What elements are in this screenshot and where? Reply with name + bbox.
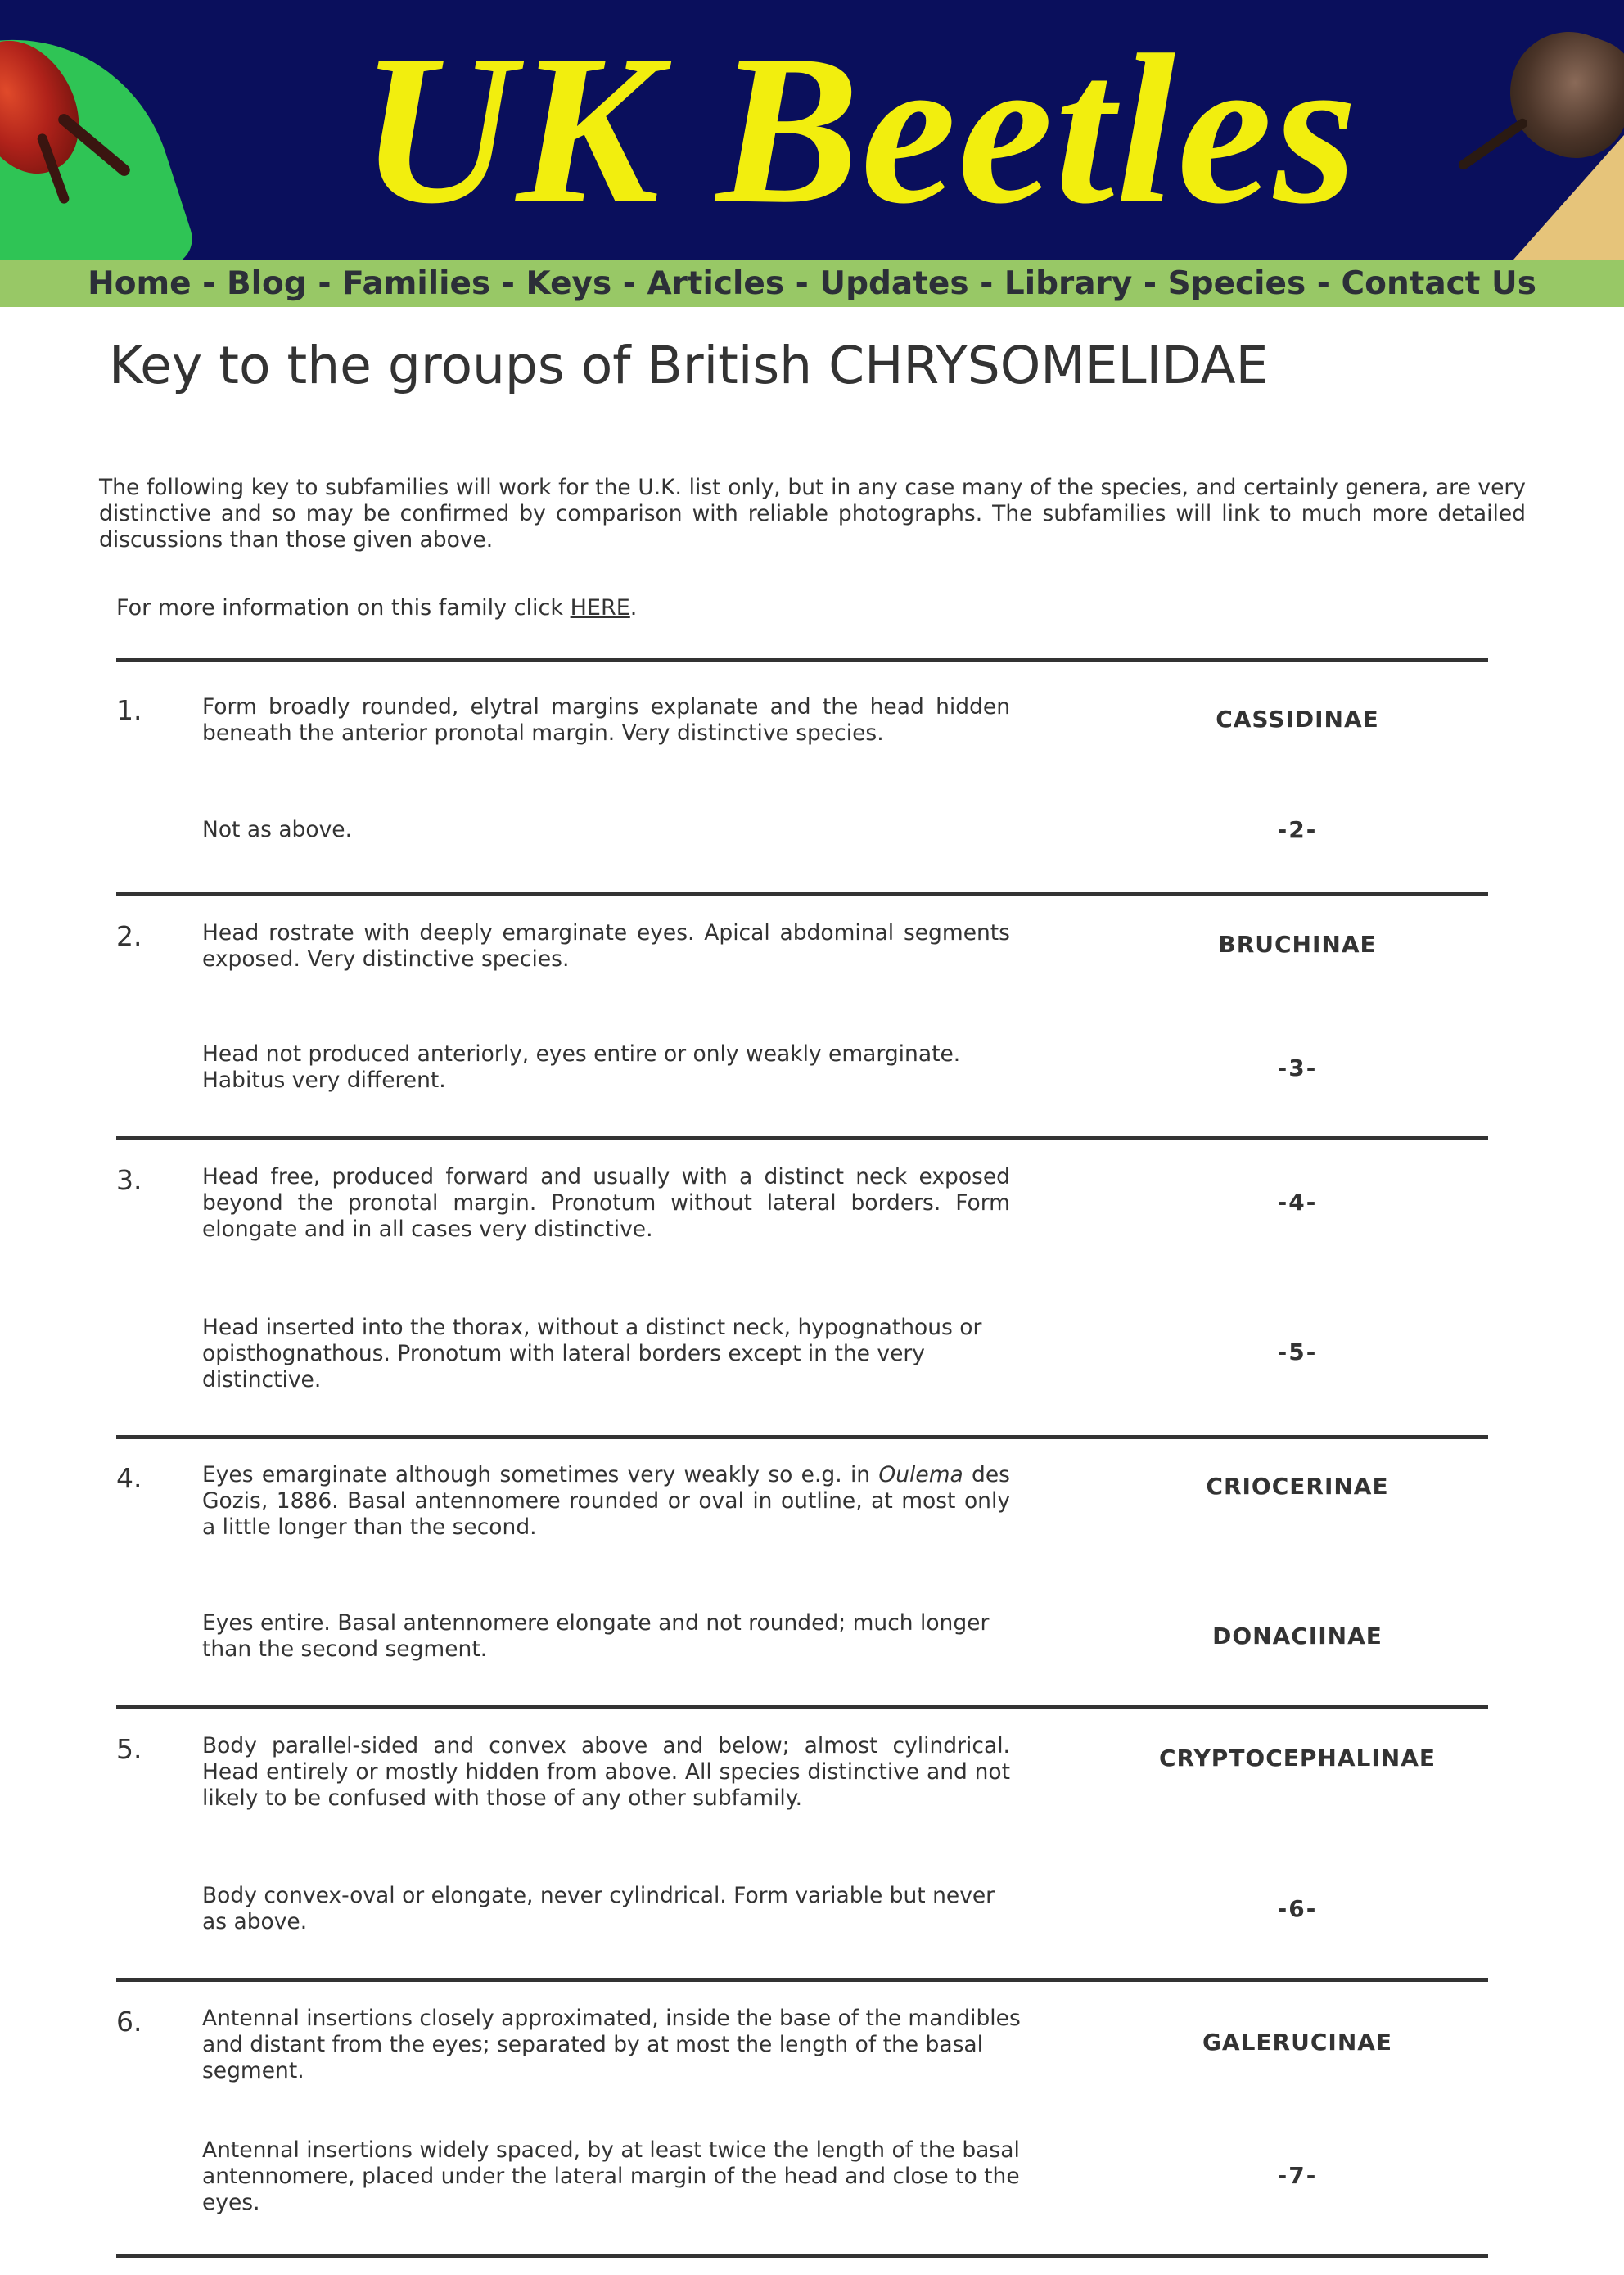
- nav-separator: -: [191, 265, 227, 302]
- lead-text: Form broadly rounded, elytral margins explanate and the head hidden beneath the anterior pronotal margin. Very distinctive species.: [202, 694, 1010, 746]
- nav-home[interactable]: Home: [88, 265, 192, 302]
- couplet-number: 2.: [116, 920, 142, 952]
- divider: [116, 1435, 1488, 1439]
- nav-separator: -: [968, 265, 1004, 302]
- divider: [116, 2254, 1488, 2258]
- couplet-number: 6.: [116, 2006, 142, 2038]
- nav-library[interactable]: Library: [1004, 265, 1133, 302]
- result-link[interactable]: -4-: [1277, 1189, 1318, 1216]
- result-link[interactable]: -2-: [1277, 816, 1318, 843]
- divider: [116, 1978, 1488, 1982]
- result-link[interactable]: CRIOCERINAE: [1206, 1473, 1389, 1500]
- nav-families[interactable]: Families: [342, 265, 491, 302]
- result-link[interactable]: -7-: [1277, 2162, 1318, 2189]
- lead-text: Eyes entire. Basal antennomere elongate and not rounded; much longer than the second segment.: [202, 1610, 990, 1662]
- result-link[interactable]: DONACIINAE: [1212, 1623, 1383, 1650]
- lead-text-part: des Gozis, 1886. Basal antennomere rounded or oval in outline, at most only a little longer than the second.: [202, 1462, 1010, 1540]
- couplet-number: 3.: [116, 1164, 142, 1196]
- divider: [116, 658, 1488, 662]
- nav-blog[interactable]: Blog: [226, 265, 307, 302]
- main-nav: [0, 260, 1624, 307]
- nav-separator: -: [306, 265, 343, 302]
- couplet-number: 5.: [116, 1733, 142, 1765]
- divider: [116, 1136, 1488, 1140]
- lead-text: Body convex-oval or elongate, never cylindrical. Form variable but never as above.: [202, 1883, 995, 1934]
- nav-separator: -: [1132, 265, 1168, 302]
- nav-species[interactable]: Species: [1167, 265, 1306, 302]
- result-link[interactable]: -5-: [1277, 1338, 1318, 1365]
- result-link[interactable]: -3-: [1277, 1054, 1318, 1081]
- couplet-number: 4.: [116, 1462, 142, 1494]
- lead-text: Head rostrate with deeply emarginate eyes. Apical abdominal segments exposed. Very distinctive species.: [202, 920, 1010, 972]
- nav-articles[interactable]: Articles: [647, 265, 785, 302]
- more-info-prefix: For more information on this family click: [116, 595, 571, 621]
- site-title[interactable]: UK Beetles: [359, 11, 1360, 248]
- more-info-line: [116, 595, 637, 621]
- lead-text: Antennal insertions closely approximated, inside the base of the mandibles and distant from the eyes; separated by at most the length of the basal segment.: [202, 2006, 1021, 2083]
- result-link[interactable]: BRUCHINAE: [1218, 931, 1377, 958]
- lead-text: Body parallel-sided and convex above and below; almost cylindrical. Head entirely or mostly hidden from above. All species distinctive and not likely to be confused with those of any other subfamily.: [202, 1733, 1010, 1811]
- lead-text: [202, 1462, 1010, 1541]
- nav-separator: -: [1306, 265, 1342, 302]
- nav-contact-us[interactable]: Contact Us: [1341, 265, 1536, 302]
- nav-keys[interactable]: Keys: [526, 265, 612, 302]
- here-link[interactable]: HERE: [570, 595, 630, 621]
- lead-text: Head inserted into the thorax, without a distinct neck, hypognathous or opisthognathous. Pronotum with lateral borders except in the very distinctive.: [202, 1315, 982, 1393]
- lead-text: Antennal insertions widely spaced, by at least twice the length of the basal antennomere, placed under the lateral margin of the head and close to the eyes.: [202, 2137, 1020, 2215]
- site-banner: [0, 0, 1624, 260]
- result-link[interactable]: CASSIDINAE: [1216, 706, 1379, 733]
- lead-text: Head free, produced forward and usually with a distinct neck exposed beyond the pronotal margin. Pronotum without lateral borders. Form elongate and in all cases very distinctive.: [202, 1164, 1010, 1242]
- result-link[interactable]: -6-: [1277, 1895, 1318, 1922]
- nav-separator: -: [784, 265, 820, 302]
- page-title: Key to the groups of British CHRYSOMELIDAE: [109, 336, 1269, 395]
- divider: [116, 892, 1488, 896]
- lead-text-part: Eyes emarginate although sometimes very weakly so e.g. in: [202, 1462, 879, 1487]
- nav-updates[interactable]: Updates: [819, 265, 969, 302]
- more-info-suffix: .: [629, 595, 638, 621]
- genus-name: Oulema: [878, 1462, 963, 1487]
- nav-separator: -: [611, 265, 647, 302]
- intro-paragraph: The following key to subfamilies will work for the U.K. list only, but in any case many of the species, and certainly genera, are very distinctive and so may be confirmed by comparison with reliable photographs. The subfamilies will link to much more detailed discussions than those given above.: [99, 475, 1526, 553]
- lead-text: Head not produced anteriorly, eyes entire or only weakly emarginate. Habitus very different.: [202, 1041, 961, 1093]
- couplet-number: 1.: [116, 694, 142, 726]
- divider: [116, 1705, 1488, 1709]
- result-link[interactable]: GALERUCINAE: [1202, 2029, 1393, 2056]
- lead-text: Not as above.: [202, 817, 353, 842]
- result-link[interactable]: CRYPTOCEPHALINAE: [1158, 1745, 1437, 1772]
- nav-separator: -: [490, 265, 526, 302]
